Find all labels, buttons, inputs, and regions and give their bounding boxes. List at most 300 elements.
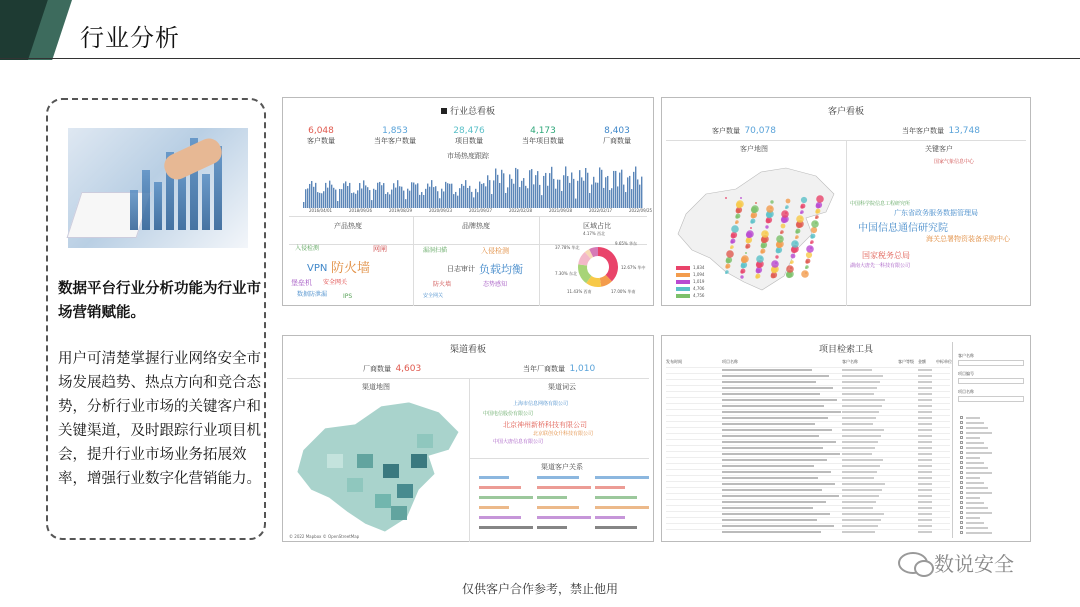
filter-option-bar: [966, 417, 980, 419]
table-cell-bar: [842, 483, 885, 485]
customer-dot: [766, 205, 774, 213]
table-header-cell[interactable]: 中标单位: [936, 359, 952, 364]
filter-checkbox[interactable]: [960, 446, 963, 449]
filter-checkbox[interactable]: [960, 431, 963, 434]
table-cell-bar: [918, 423, 932, 425]
trend-bar: [305, 189, 306, 208]
customer-dot: [755, 275, 758, 278]
trend-date-label: 2020/09/23: [429, 208, 453, 213]
table-row[interactable]: [666, 451, 950, 452]
donut-label: 12.67% 华中: [621, 265, 646, 270]
trend-title: 市场热度跟踪: [447, 152, 489, 160]
trend-date-label: 2021/09/28: [549, 208, 573, 213]
trend-bar: [613, 171, 614, 208]
trend-bar: [353, 192, 354, 208]
legend-item: [676, 273, 704, 277]
filter-input[interactable]: [958, 396, 1024, 402]
filter-checkbox[interactable]: [960, 426, 963, 429]
table-header-cell[interactable]: 客户等级: [898, 359, 914, 364]
table-cell-bar: [918, 393, 932, 395]
customer-dot: [726, 259, 731, 264]
relation-link: [595, 526, 637, 529]
trend-bar: [517, 169, 518, 208]
filter-checkbox[interactable]: [960, 461, 963, 464]
table-row[interactable]: [666, 397, 950, 398]
table-cell-bar: [842, 435, 881, 437]
trend-bar: [377, 183, 378, 208]
trend-bar: [533, 184, 534, 208]
table-row[interactable]: [666, 505, 950, 506]
table-row[interactable]: [666, 493, 950, 494]
trend-bar: [355, 194, 356, 208]
legend-item: [676, 287, 704, 291]
table-header-cell[interactable]: 金额: [918, 359, 926, 364]
table-row[interactable]: [666, 409, 950, 410]
trend-bar: [547, 186, 548, 208]
province-region: [327, 454, 343, 468]
table-cell-bar: [918, 525, 932, 527]
filter-option-bar: [966, 422, 984, 424]
table-cell-bar: [842, 429, 884, 431]
table-row[interactable]: [666, 481, 950, 482]
key-customer-word: 海关总署物资装备采购中心: [926, 235, 1010, 243]
customer-dot: [796, 215, 804, 223]
table-cell-bar: [918, 501, 932, 503]
table-cell-bar: [842, 369, 872, 371]
brand-word: 入侵检测: [481, 247, 509, 255]
customer-dot: [731, 225, 739, 233]
customer-dot: [781, 210, 789, 218]
trend-bar: [445, 182, 446, 208]
trend-bar: [527, 188, 528, 208]
table-cell-bar: [722, 465, 814, 467]
donut-label: 37.78% 华北: [555, 245, 580, 250]
trend-bar: [635, 167, 636, 208]
relation-link: [595, 506, 649, 509]
photo-bar: [130, 190, 138, 230]
filter-option-bar: [966, 527, 988, 529]
customer-count-value: 70,078: [744, 126, 776, 136]
photo-paper: [67, 192, 152, 238]
trend-bar: [471, 192, 472, 208]
table-row[interactable]: [666, 445, 950, 446]
table-cell-bar: [722, 513, 830, 515]
relation-link: [537, 496, 567, 499]
customer-dot: [771, 267, 777, 273]
filter-input[interactable]: [958, 378, 1024, 384]
trend-bar: [347, 186, 348, 208]
trend-bar: [553, 179, 554, 208]
trend-bar: [521, 181, 522, 208]
filter-checkbox[interactable]: [960, 491, 963, 494]
table-row[interactable]: [666, 517, 950, 518]
customer-dot: [816, 195, 824, 203]
trend-bar: [361, 188, 362, 208]
key-customers-title: 关键客户: [925, 145, 953, 153]
table-cell-bar: [842, 489, 882, 491]
filter-checkbox[interactable]: [960, 456, 963, 459]
filter-checkbox[interactable]: [960, 441, 963, 444]
table-cell-bar: [722, 405, 824, 407]
customer-dot: [786, 199, 791, 204]
customer-dot: [736, 209, 741, 214]
relation-link: [479, 476, 509, 479]
table-row[interactable]: [666, 475, 950, 476]
project-search-tool[interactable]: [661, 335, 1031, 542]
trend-bar: [561, 191, 562, 208]
table-cell-bar: [722, 441, 836, 443]
trend-bar: [591, 185, 592, 208]
channel-map: [287, 394, 467, 534]
customer-dot: [796, 222, 802, 228]
table-cell-bar: [918, 507, 932, 509]
trend-bar: [387, 192, 388, 208]
table-row[interactable]: [666, 469, 950, 470]
customer-dashboard[interactable]: [661, 97, 1031, 306]
customer-dot: [751, 207, 757, 213]
trend-bar: [501, 170, 502, 208]
trend-bar: [637, 179, 638, 208]
trend-bar: [541, 195, 542, 208]
trend-bar: [581, 177, 582, 208]
table-row[interactable]: [666, 457, 950, 458]
trend-bar: [345, 181, 346, 208]
filter-checkbox[interactable]: [960, 471, 963, 474]
table-cell-bar: [918, 495, 932, 497]
relation-link: [537, 516, 591, 519]
key-customer-word: 中国信息通信研究院: [858, 223, 948, 234]
trend-bar: [397, 180, 398, 208]
table-row[interactable]: [666, 421, 950, 422]
filter-checkbox[interactable]: [960, 466, 963, 469]
table-header-cell[interactable]: 项目名称: [722, 359, 738, 364]
industry-title-text: 行业总看板: [449, 107, 495, 117]
table-cell-bar: [842, 495, 879, 497]
customer-dot: [815, 217, 817, 219]
trend-bar: [323, 191, 324, 208]
table-row[interactable]: [666, 511, 950, 512]
table-row[interactable]: [666, 385, 950, 386]
customer-dot: [776, 249, 781, 254]
filter-checkbox[interactable]: [960, 496, 963, 499]
map-caption: © 2022 Mapbox © OpenStreetMap: [289, 534, 360, 539]
key-customer-word: 国家税务总局: [862, 251, 910, 260]
trend-bar: [499, 183, 500, 208]
channel-dashboard[interactable]: [282, 335, 654, 542]
trend-date-label: 2019/08/29: [389, 208, 413, 213]
filter-checkbox[interactable]: [960, 481, 963, 484]
trend-bar: [469, 186, 470, 208]
table-row[interactable]: [666, 403, 950, 404]
filter-checkbox[interactable]: [960, 476, 963, 479]
filter-checkbox[interactable]: [960, 436, 963, 439]
filter-checkbox[interactable]: [960, 511, 963, 514]
legend-value: 1,019: [693, 279, 705, 284]
filter-checkbox[interactable]: [960, 521, 963, 524]
header-divider: [0, 58, 1080, 59]
trend-bar: [583, 181, 584, 208]
region-donut: [553, 231, 646, 303]
table-cell-bar: [722, 417, 828, 419]
customer-dot: [766, 212, 772, 218]
trend-bar: [429, 187, 430, 208]
trend-bar: [363, 180, 364, 208]
customer-dot: [786, 265, 794, 273]
relation-link: [537, 476, 579, 479]
table-cell-bar: [842, 501, 876, 503]
filter-input[interactable]: [958, 360, 1024, 366]
trend-bar: [315, 183, 316, 208]
customer-dot: [740, 275, 743, 278]
trend-date-label: 2022/02/28: [509, 208, 533, 213]
table-cell-bar: [722, 501, 826, 503]
customer-dot: [760, 250, 763, 253]
table-cell-bar: [722, 429, 832, 431]
trend-bar: [317, 192, 318, 208]
vendor-count: [363, 364, 421, 374]
filter-option-bar: [966, 512, 992, 514]
channel-word: 北京联创众升科技有限公司: [533, 431, 594, 437]
table-cell-bar: [918, 411, 932, 413]
product-word: 数据防泄漏: [297, 291, 328, 298]
trend-bar: [545, 173, 546, 208]
trend-bar: [487, 175, 488, 208]
table-header-cell[interactable]: 发布时间: [666, 359, 682, 364]
kpi-value: 4,173: [530, 126, 556, 136]
table-row[interactable]: [666, 487, 950, 488]
customer-dot: [781, 224, 786, 229]
filter-option-bar: [966, 452, 992, 454]
table-cell-bar: [722, 519, 817, 521]
trend-bar: [437, 191, 438, 208]
trend-bar: [511, 179, 512, 208]
donut-label: 11.43% 西南: [567, 289, 592, 294]
customer-dot: [741, 257, 747, 263]
customer-count: [712, 126, 776, 136]
legend-item: [676, 280, 704, 284]
trend-bar: [497, 175, 498, 208]
kpi-label: 客户数量: [307, 137, 335, 145]
kpi-value: 6,048: [308, 126, 334, 136]
page-title: 行业分析: [80, 24, 180, 52]
filter-checkbox[interactable]: [960, 486, 963, 489]
key-customer-word: 湖南大唐先一科技有限公司: [850, 263, 911, 269]
trend-bar: [579, 170, 580, 208]
province-region: [357, 454, 373, 468]
brand-word: 防火墙: [433, 281, 452, 288]
intro-heading: 数据平台行业分析功能为行业市场营销赋能。: [58, 281, 261, 321]
donut-label: 7.30% 东北: [555, 271, 577, 276]
industry-kpi: [295, 126, 347, 146]
trend-bar: [319, 193, 320, 208]
filter-checkbox[interactable]: [960, 421, 963, 424]
trend-bar: [401, 187, 402, 208]
trend-bar: [303, 202, 304, 208]
customer-dot: [751, 214, 756, 219]
legend-swatch: [676, 273, 690, 277]
customer-dot: [756, 255, 764, 263]
photo-bar: [202, 174, 210, 230]
trend-bar: [625, 192, 626, 208]
trend-bar: [381, 185, 382, 208]
table-cell-bar: [842, 459, 883, 461]
channel-word: 上海市信息网络有限公司: [513, 401, 569, 407]
brand-word: 安全网关: [423, 293, 444, 299]
table-cell-bar: [842, 525, 878, 527]
table-cell-bar: [842, 519, 881, 521]
relation-link: [479, 486, 521, 489]
filter-option-bar: [966, 522, 984, 524]
table-row[interactable]: [666, 523, 950, 524]
table-row[interactable]: [666, 439, 950, 440]
brand-word: 负载均衡: [479, 263, 523, 276]
customer-dot: [755, 202, 757, 204]
table-row[interactable]: [666, 529, 950, 530]
customer-dot: [745, 245, 748, 248]
table-cell-bar: [722, 387, 833, 389]
trend-bar: [539, 185, 540, 208]
customer-map-title: 客户地图: [740, 145, 768, 153]
trend-bar: [605, 177, 606, 208]
industry-dashboard[interactable]: [282, 97, 654, 306]
trend-bar: [509, 174, 510, 208]
trend-bar: [389, 194, 390, 208]
trend-bar: [341, 189, 342, 208]
filter-option-bar: [966, 477, 980, 479]
filter-checkbox[interactable]: [960, 451, 963, 454]
key-customer-word: 广东省政务服务数据管理局: [894, 209, 978, 217]
customer-dot: [775, 255, 778, 258]
relation-link: [479, 526, 533, 529]
trend-bar: [535, 175, 536, 208]
trend-bar: [621, 170, 622, 208]
vendor-year-count: [523, 364, 595, 374]
relation-link: [537, 486, 591, 489]
table-cell-bar: [918, 531, 932, 533]
filter-checkbox[interactable]: [960, 501, 963, 504]
brands-title: 品牌热度: [462, 222, 490, 230]
trend-bar: [335, 190, 336, 208]
table-cell-bar: [722, 471, 831, 473]
table-cell-bar: [722, 459, 827, 461]
filter-checkbox[interactable]: [960, 526, 963, 529]
analytics-photo: [68, 128, 248, 248]
trend-bar: [307, 188, 308, 208]
table-row[interactable]: [666, 499, 950, 500]
trend-bar: [351, 193, 352, 208]
trend-bar: [385, 194, 386, 208]
table-row[interactable]: [666, 433, 950, 434]
trend-bar: [375, 190, 376, 208]
trend-bar: [633, 172, 634, 208]
trend-bar: [617, 186, 618, 208]
trend-date-label: 2022/09/25: [629, 208, 653, 213]
trend-bar: [411, 182, 412, 208]
watermark-text: 数说安全: [934, 552, 1014, 576]
filter-option-bar: [966, 467, 988, 469]
customer-dot: [745, 252, 747, 254]
filter-checkbox[interactable]: [960, 506, 963, 509]
table-row[interactable]: [666, 379, 950, 380]
trend-bar: [607, 176, 608, 208]
channel-word: 中国电信股份有限公司: [483, 411, 534, 417]
customer-dot: [746, 232, 752, 238]
trend-bar: [441, 189, 442, 208]
table-row[interactable]: [666, 367, 950, 368]
customer-dot: [791, 247, 797, 253]
channel-map-title: 渠道地图: [362, 383, 390, 391]
regions-title: 区域占比: [583, 222, 611, 230]
table-row[interactable]: [666, 415, 950, 416]
table-cell-bar: [842, 387, 877, 389]
table-cell-bar: [722, 483, 835, 485]
customer-dot: [756, 262, 762, 268]
legend-swatch: [676, 266, 690, 270]
trend-bar: [309, 184, 310, 208]
table-row[interactable]: [666, 391, 950, 392]
table-cell-bar: [918, 375, 932, 377]
customer-dot: [735, 215, 738, 218]
customer-dot: [776, 242, 782, 248]
filter-checkbox[interactable]: [960, 416, 963, 419]
customer-dot: [776, 235, 784, 243]
table-cell-bar: [842, 453, 872, 455]
trend-bar: [419, 195, 420, 208]
product-word: 网闸: [373, 245, 387, 253]
trend-bar: [325, 183, 326, 208]
customer-dot: [790, 262, 792, 264]
trend-bar: [627, 177, 628, 208]
filter-option-bar: [966, 462, 984, 464]
kpi-label: 当年项目数量: [522, 137, 564, 145]
trend-bar: [349, 183, 350, 208]
trend-bar: [427, 184, 428, 208]
table-row[interactable]: [666, 463, 950, 464]
filter-checkbox[interactable]: [960, 531, 963, 534]
table-cell-bar: [918, 441, 932, 443]
trend-bar: [409, 191, 410, 208]
trend-bar: [515, 168, 516, 208]
key-customer-word: 国家气象信息中心: [934, 159, 975, 165]
trend-bar: [503, 173, 504, 208]
channel-word: 北京神州新桥科技有限公司: [503, 421, 587, 429]
industry-kpi: [443, 126, 495, 146]
table-cell-bar: [918, 483, 932, 485]
trend-bar: [359, 183, 360, 208]
table-cell-bar: [918, 387, 932, 389]
trend-bar: [567, 176, 568, 208]
table-header-cell[interactable]: 客户名称: [842, 359, 858, 364]
filter-option-bar: [966, 487, 988, 489]
table-row[interactable]: [666, 373, 950, 374]
trend-bar: [525, 186, 526, 208]
filter-checkbox[interactable]: [960, 516, 963, 519]
trend-date-label: 2021/09/27: [469, 208, 493, 213]
trend-bar: [597, 183, 598, 208]
table-cell-bar: [722, 435, 819, 437]
trend-bar: [575, 199, 576, 208]
trend-bar: [405, 199, 406, 208]
trend-bar: [587, 173, 588, 208]
channel-relation-title: 渠道客户关系: [541, 463, 583, 471]
table-row[interactable]: [666, 427, 950, 428]
trend-bar: [417, 183, 418, 208]
table-cell-bar: [842, 471, 877, 473]
trend-bar: [573, 179, 574, 208]
table-cell-bar: [918, 369, 932, 371]
filter-option-bar: [966, 507, 988, 509]
customer-year-label: 当年客户数量: [902, 127, 944, 135]
